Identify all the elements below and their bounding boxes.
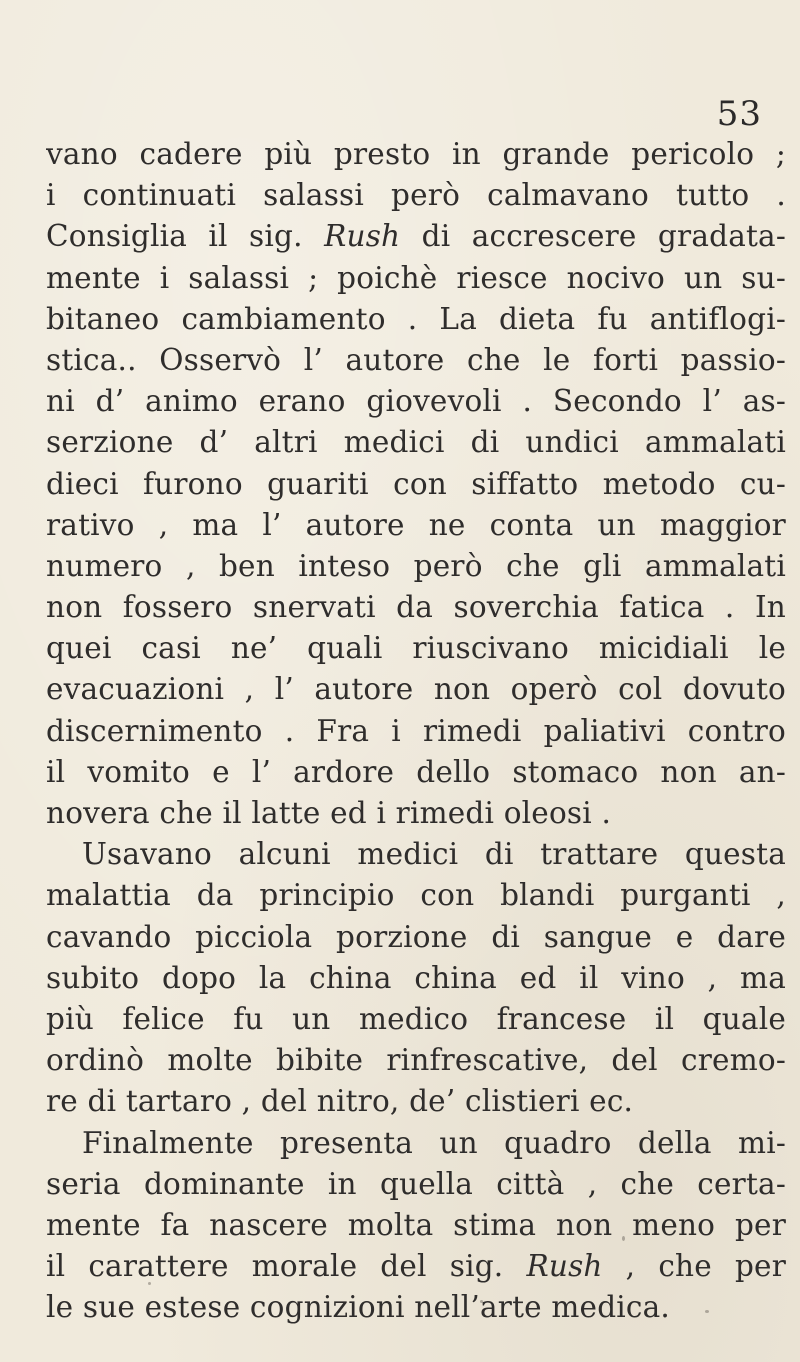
text-line: quei casi ne’ quali riuscivano micidiali le bbox=[46, 631, 786, 666]
paper-speck bbox=[480, 1300, 483, 1303]
text-line: il carattere morale del sig. Rush , che per bbox=[46, 1249, 786, 1284]
text-line: ni d’ animo erano giovevoli . Secondo l’ as- bbox=[46, 384, 786, 419]
text-line: i continuati salassi però calmavano tutto . bbox=[46, 178, 786, 213]
text-line: malattia da principio con blandi purganti , bbox=[46, 878, 786, 913]
text-line: mente fa nascere molta stima non meno per bbox=[46, 1207, 786, 1242]
text-line: vano cadere più presto in grande pericolo ; bbox=[46, 137, 786, 171]
text-line: più felice fu un medico francese il quale bbox=[46, 1001, 786, 1036]
text-line: Finalmente presenta un quadro della mi- bbox=[82, 1125, 786, 1160]
text-line: numero , ben inteso però che gli ammalati bbox=[46, 548, 786, 583]
text-line: novera che il latte ed i rimedi oleosi . bbox=[46, 796, 612, 830]
text-line: rativo , ma l’ autore ne conta un maggior bbox=[46, 507, 786, 542]
text-line: non fossero snervati da soverchia fatica . In bbox=[46, 590, 786, 625]
paper-speck bbox=[622, 1236, 625, 1241]
text-line: mente i salassi ; poichè riesce nocivo un su- bbox=[46, 260, 786, 295]
text-line: stica.. Osservò l’ autore che le forti passio- bbox=[46, 342, 786, 377]
paper-speck bbox=[705, 1310, 709, 1313]
paper-speck bbox=[212, 1270, 216, 1274]
body-text bbox=[46, 134, 786, 1328]
text-line: serzione d’ altri medici di undici ammalati bbox=[46, 425, 786, 460]
text-line: seria dominante in quella città , che certa- bbox=[46, 1166, 786, 1201]
page-number: 53 bbox=[716, 94, 762, 134]
text-line: dieci furono guariti con siffatto metodo cu- bbox=[46, 466, 786, 501]
italic-name: Rush bbox=[324, 219, 401, 254]
text-line: ordinò molte bibite rinfrescative, del cremo- bbox=[46, 1043, 786, 1078]
italic-name: Rush bbox=[526, 1249, 603, 1284]
text-line: evacuazioni , l’ autore non operò col dovuto bbox=[46, 672, 786, 707]
text-line: Usavano alcuni medici di trattare questa bbox=[82, 837, 786, 872]
text-line: il vomito e l’ ardore dello stomaco non an- bbox=[46, 754, 786, 789]
text-line: re di tartaro , del nitro, de’ clistieri ec. bbox=[46, 1084, 634, 1119]
text-line: discernimento . Fra i rimedi paliativi contro bbox=[46, 713, 786, 748]
text-line: subito dopo la china china ed il vino , ma bbox=[46, 960, 786, 995]
text-line: cavando picciola porzione di sangue e dare bbox=[46, 919, 786, 954]
text-line: le sue estese cognizioni nell’arte medica. bbox=[46, 1290, 670, 1325]
text-line: Consiglia il sig. Rush di accrescere gradata- bbox=[46, 219, 786, 254]
paper-speck bbox=[148, 1282, 151, 1285]
text-line: bitaneo cambiamento . La dieta fu antiflogi- bbox=[46, 301, 786, 336]
